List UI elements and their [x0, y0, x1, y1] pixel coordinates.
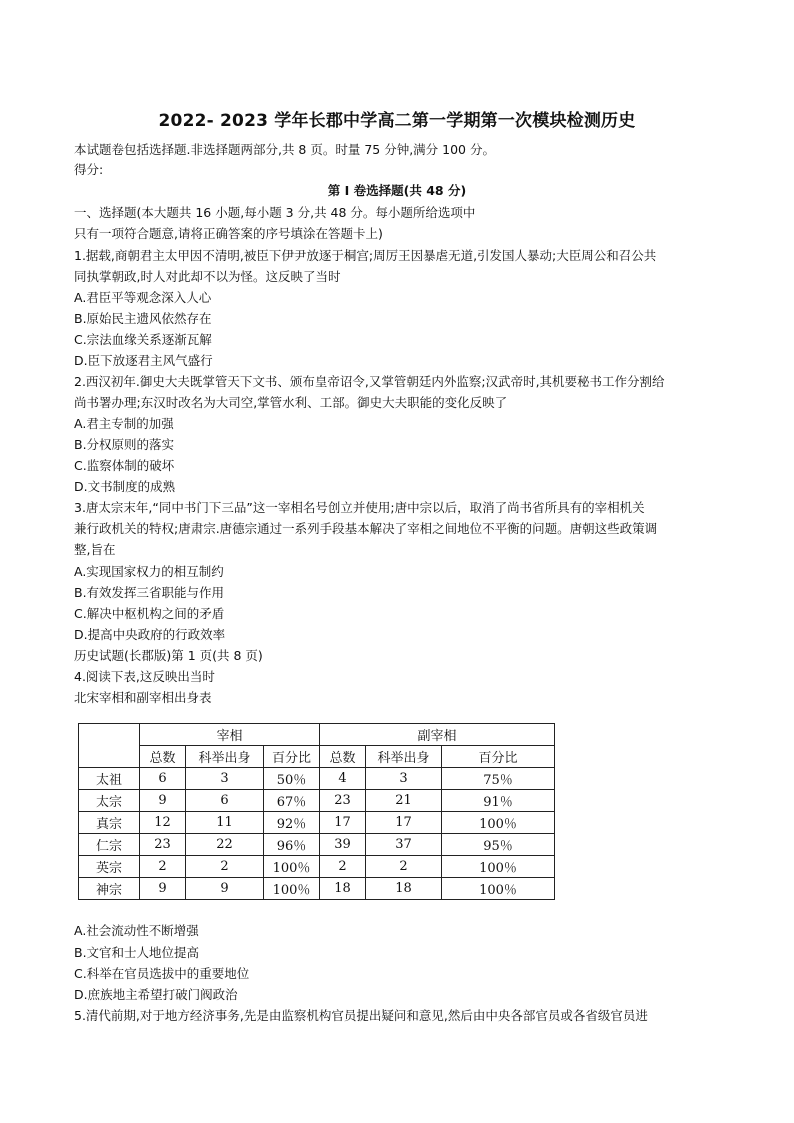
table-subheader: 百分比 [442, 746, 555, 768]
table-cell: 50％ [264, 768, 320, 790]
table-row [79, 812, 555, 834]
q2-stem: 2.西汉初年.御史大夫既掌管天下文书、颁布皇帝诏令,又掌管朝廷内外监察;汉武帝时,其机要秘书工作分割给 [74, 374, 665, 389]
table-cell: 100％ [442, 878, 555, 900]
table-row [79, 856, 555, 878]
table-cell: 仁宗 [79, 834, 140, 856]
score-label: 得分: [74, 162, 104, 177]
table-header-row [79, 724, 555, 746]
table-cell: 95％ [442, 834, 555, 856]
table-subheader: 科举出身 [186, 746, 264, 768]
table-caption: 北宋宰相和副宰相出身表 [74, 690, 212, 705]
q4-option-a: A.社会流动性不断增强 [74, 923, 199, 938]
table-subheader-row [79, 746, 555, 768]
table-cell: 2 [320, 856, 366, 878]
q5-stem: 5.清代前期,对于地方经济事务,先是由监察机构官员提出疑问和意见,然后由中央各部官员或各省级官员进 [74, 1008, 648, 1023]
q4-option-c: C.科举在官员选拔中的重要地位 [74, 966, 250, 981]
q1-option-a: A.君臣平等观念深入人心 [74, 290, 212, 305]
table-subheader: 总数 [320, 746, 366, 768]
q2-option-d: D.文书制度的成熟 [74, 479, 176, 494]
q2-option-c: C.监察体制的破坏 [74, 458, 175, 473]
q1-stem: 1.据载,商朝君主太甲因不清明,被臣下伊尹放逐于桐宫;周厉王因暴虐无道,引发国人暴动;大臣周公和召公共 [74, 248, 657, 263]
q3-stem: 3.唐太宗末年,“同中书门下三品”这一宰相名号创立并使用;唐中宗以后，取消了尚书省所具有的宰相机关 [74, 500, 645, 515]
table-cell: 100％ [264, 856, 320, 878]
q1-option-b: B.原始民主遗风依然存在 [74, 311, 212, 326]
table-row [79, 768, 555, 790]
table-cell: 23 [320, 790, 366, 812]
instructions-line: 一、选择题(本大题共 16 小题,每小题 3 分,共 48 分。每小题所给选项中 [74, 205, 476, 220]
q3-option-c: C.解决中枢机构之间的矛盾 [74, 606, 225, 621]
section-heading: 第 I 卷选择题(共 48 分) [327, 183, 467, 198]
table-cell: 9 [186, 878, 264, 900]
page-footer-note: 历史试题(长郡版)第 1 页(共 8 页) [74, 648, 263, 663]
officials-table [78, 723, 555, 900]
table-cell: 2 [366, 856, 442, 878]
table-group-header: 副宰相 [320, 724, 555, 746]
table-cell: 3 [186, 768, 264, 790]
q2-stem: 尚书署办理;东汉时改名为大司空,掌管水利、工部。御史大夫职能的变化反映了 [74, 395, 508, 410]
table-cell: 100％ [442, 812, 555, 834]
table-row [79, 790, 555, 812]
q1-option-c: C.宗法血缘关系逐渐瓦解 [74, 332, 212, 347]
table-cell: 18 [366, 878, 442, 900]
table-cell: 2 [140, 856, 186, 878]
table-cell: 22 [186, 834, 264, 856]
intro-text: 本试题卷包括选择题.非选择题两部分,共 8 页。时量 75 分钟,满分 100 分。 [74, 142, 495, 157]
table-subheader: 科举出身 [366, 746, 442, 768]
table-cell: 3 [366, 768, 442, 790]
q1-stem: 同执掌朝政,时人对此却不以为怪。这反映了当时 [74, 269, 341, 284]
table-cell: 75％ [442, 768, 555, 790]
q4-stem: 4.阅读下表,这反映出当时 [74, 669, 215, 684]
table-row [79, 878, 555, 900]
q2-option-a: A.君主专制的加强 [74, 416, 174, 431]
table-cell: 6 [186, 790, 264, 812]
table-cell: 太宗 [79, 790, 140, 812]
table-cell: 9 [140, 790, 186, 812]
q2-option-b: B.分权原则的落实 [74, 437, 175, 452]
table-cell: 6 [140, 768, 186, 790]
table-cell: 100％ [442, 856, 555, 878]
table-cell: 17 [320, 812, 366, 834]
q4-option-b: B.文官和士人地位提高 [74, 945, 200, 960]
table-cell: 39 [320, 834, 366, 856]
q3-stem: 兼行政机关的特权;唐肃宗.唐德宗通过一系列手段基本解决了宰相之间地位不平衡的问题。唐朝这些政策调 [74, 521, 658, 536]
table-cell: 英宗 [79, 856, 140, 878]
table-cell: 4 [320, 768, 366, 790]
table-cell: 37 [366, 834, 442, 856]
table-cell: 11 [186, 812, 264, 834]
table-group-header: 宰相 [140, 724, 320, 746]
table-cell: 2 [186, 856, 264, 878]
table-subheader: 百分比 [264, 746, 320, 768]
table-cell: 21 [366, 790, 442, 812]
q4-option-d: D.庶族地主希望打破门阀政治 [74, 987, 238, 1002]
instructions-line: 只有一项符合题意,请将正确答案的序号填涂在答题卡上) [74, 226, 383, 241]
table-cell: 真宗 [79, 812, 140, 834]
q3-stem: 整,旨在 [74, 542, 116, 557]
table-cell: 17 [366, 812, 442, 834]
table-cell: 23 [140, 834, 186, 856]
table-cell: 12 [140, 812, 186, 834]
q3-option-a: A.实现国家权力的相互制约 [74, 564, 224, 579]
table-cell: 91％ [442, 790, 555, 812]
q3-option-b: B.有效发挥三省职能与作用 [74, 585, 225, 600]
page-title: 2022- 2023 学年长郡中学高二第一学期第一次模块检测历史 [158, 111, 636, 131]
table-cell: 9 [140, 878, 186, 900]
table-cell: 18 [320, 878, 366, 900]
table-cell: 太祖 [79, 768, 140, 790]
table-corner-cell [79, 724, 140, 768]
table-cell: 神宗 [79, 878, 140, 900]
table-cell: 100％ [264, 878, 320, 900]
table-cell: 96％ [264, 834, 320, 856]
table-cell: 67％ [264, 790, 320, 812]
table-subheader: 总数 [140, 746, 186, 768]
table-cell: 92％ [264, 812, 320, 834]
q1-option-d: D.臣下放逐君主风气盛行 [74, 353, 213, 368]
q3-option-d: D.提高中央政府的行政效率 [74, 627, 226, 642]
table-row [79, 834, 555, 856]
